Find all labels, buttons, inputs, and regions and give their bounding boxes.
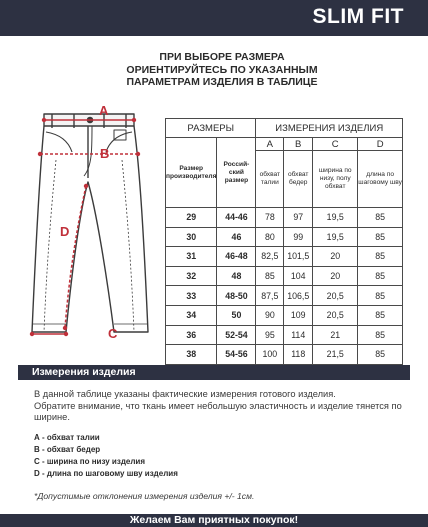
section-title: Измерения изделия	[32, 366, 136, 378]
table-cell: 48-50	[217, 286, 256, 306]
legend-a: А - обхват талии	[34, 433, 100, 442]
table-cell: 20	[313, 247, 358, 267]
description-line-2: Обратите внимание, что ткань имеет небольшую эластичность и изделие тянется по ширине.	[34, 400, 402, 422]
sizes-header: РАЗМЕРЫ	[166, 119, 256, 138]
table-cell: 100	[256, 345, 284, 365]
table-cell: 30	[166, 227, 217, 247]
table-cell: 85	[358, 305, 403, 325]
table-row	[166, 227, 403, 247]
table-cell: 20,5	[313, 305, 358, 325]
col-letter-b: B	[284, 138, 313, 151]
label-d: D	[60, 224, 70, 239]
table-row	[166, 325, 403, 345]
table-cell: 46	[217, 227, 256, 247]
footer-text: Желаем Вам приятных покупок!	[129, 514, 299, 526]
label-c: C	[108, 326, 118, 341]
table-cell: 44-46	[217, 208, 256, 228]
table-cell: 97	[284, 208, 313, 228]
table-row	[166, 286, 403, 306]
table-row	[166, 266, 403, 286]
hint-line-2: ОРИЕНТИРУЙТЕСЬ ПО УКАЗАННЫМ	[126, 63, 318, 76]
table-cell: 33	[166, 286, 217, 306]
col-inseam: длина по шаговому шву	[358, 151, 403, 208]
table-cell: 85	[358, 345, 403, 365]
label-a: A	[99, 103, 109, 118]
table-cell: 54-56	[217, 345, 256, 365]
table-cell: 31	[166, 247, 217, 267]
col-letter-d: D	[358, 138, 403, 151]
hint-line-3: ПАРАМЕТРАМ ИЗДЕЛИЯ В ТАБЛИЦЕ	[126, 76, 318, 88]
top-banner	[0, 0, 428, 36]
col-hips: обхват бедер	[284, 151, 313, 208]
fit-title: SLIM FIT	[312, 5, 404, 28]
legend-d: D - длина по шаговому шву изделия	[34, 469, 178, 478]
col-russian-size: Россий-ский размер	[217, 138, 256, 208]
size-hint	[92, 51, 352, 89]
col-waist: обхват талии	[256, 151, 284, 208]
table-cell: 34	[166, 305, 217, 325]
table-cell: 21	[313, 325, 358, 345]
table-cell: 87,5	[256, 286, 284, 306]
tolerance-note: *Допустимые отклонения измерения изделия +/- 1см.	[34, 491, 255, 501]
table-cell: 85	[358, 208, 403, 228]
table-cell: 52-54	[217, 325, 256, 345]
col-hem-width: ширина по низу, полу обхват	[313, 151, 358, 208]
table-row	[166, 208, 403, 228]
table-cell: 85	[358, 325, 403, 345]
label-b: B	[100, 146, 110, 161]
section-header	[18, 365, 410, 380]
size-table	[165, 118, 403, 365]
table-cell: 20	[313, 266, 358, 286]
table-cell: 82,5	[256, 247, 284, 267]
table-cell: 20,5	[313, 286, 358, 306]
col-letter-c: C	[313, 138, 358, 151]
table-cell: 104	[284, 266, 313, 286]
table-cell: 85	[358, 247, 403, 267]
table-row	[166, 247, 403, 267]
description	[34, 389, 406, 424]
table-cell: 106,5	[284, 286, 313, 306]
table-cell: 19,5	[313, 208, 358, 228]
table-cell: 48	[217, 266, 256, 286]
table-cell: 19,5	[313, 227, 358, 247]
legend-b: В - обхват бедер	[34, 445, 101, 454]
table-cell: 36	[166, 325, 217, 345]
table-cell: 80	[256, 227, 284, 247]
table-cell: 38	[166, 345, 217, 365]
table-cell: 85	[358, 286, 403, 306]
col-letter-a: A	[256, 138, 284, 151]
table-row	[166, 345, 403, 365]
table-cell: 50	[217, 305, 256, 325]
measure-legend	[34, 432, 334, 480]
table-cell: 118	[284, 345, 313, 365]
table-cell: 114	[284, 325, 313, 345]
col-maker-size: Размер производителя	[166, 138, 217, 208]
legend-c: С - ширина по низу изделия	[34, 457, 146, 466]
table-row	[166, 305, 403, 325]
table-cell: 85	[256, 266, 284, 286]
table-cell: 101,5	[284, 247, 313, 267]
hint-line-1: ПРИ ВЫБОРЕ РАЗМЕРА	[159, 51, 285, 63]
table-cell: 85	[358, 266, 403, 286]
measures-header: ИЗМЕРЕНИЯ ИЗДЕЛИЯ	[256, 119, 403, 138]
jeans-diagram	[22, 100, 162, 345]
table-cell: 21,5	[313, 345, 358, 365]
table-cell: 90	[256, 305, 284, 325]
table-cell: 99	[284, 227, 313, 247]
footer-banner	[0, 514, 428, 527]
table-cell: 46-48	[217, 247, 256, 267]
table-cell: 95	[256, 325, 284, 345]
table-cell: 32	[166, 266, 217, 286]
table-cell: 29	[166, 208, 217, 228]
table-cell: 85	[358, 227, 403, 247]
description-line-1: В данной таблице указаны фактические измерения готового изделия.	[34, 389, 336, 399]
table-cell: 78	[256, 208, 284, 228]
table-cell: 109	[284, 305, 313, 325]
